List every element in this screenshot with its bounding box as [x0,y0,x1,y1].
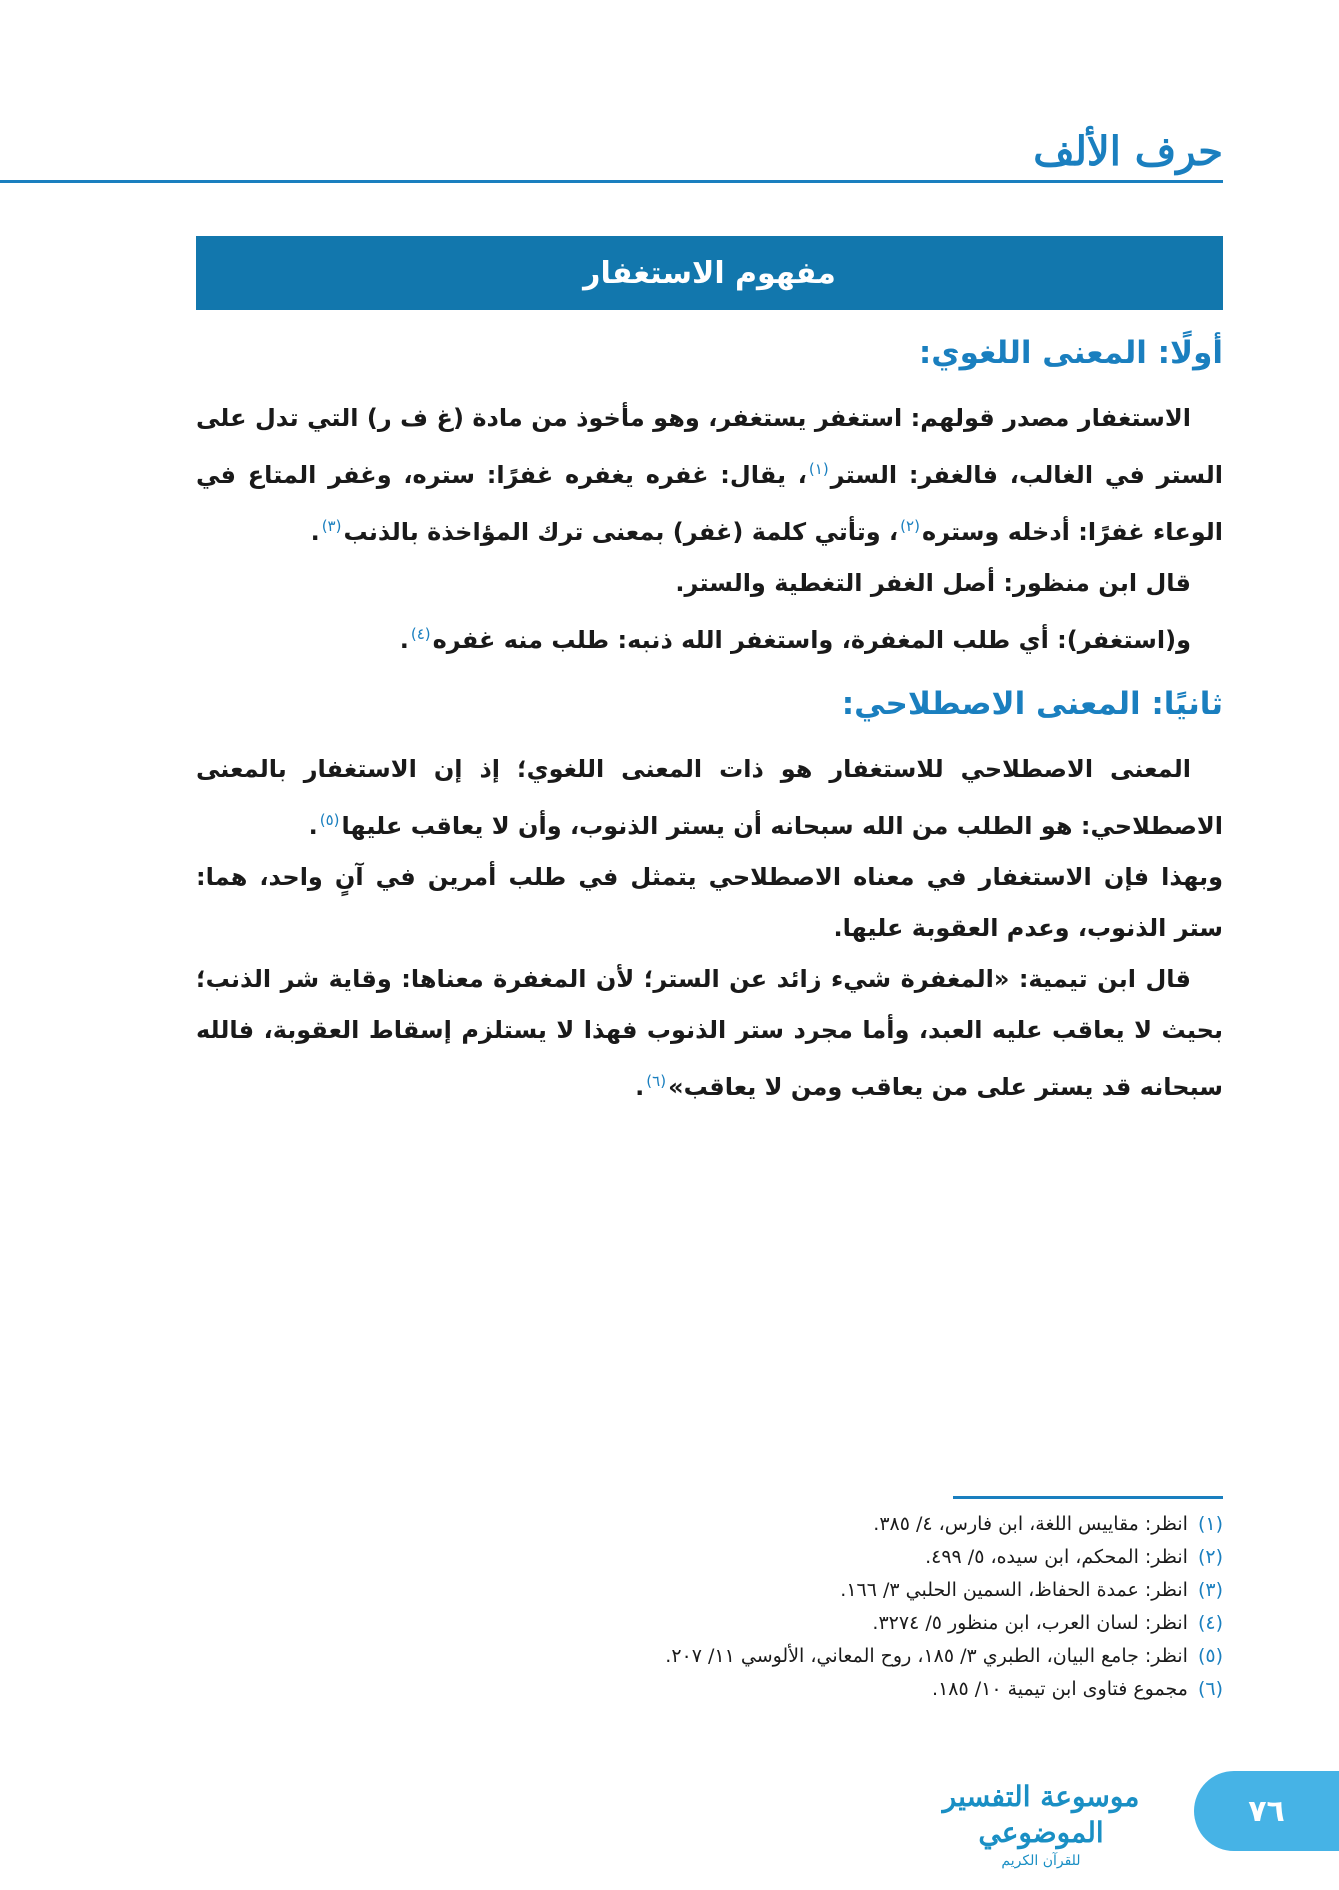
footnote-text: انظر: مقاييس اللغة، ابن فارس، ٤/ ٣٨٥. [873,1513,1188,1535]
footnote-ref-6[interactable]: (٦) [646,1072,667,1090]
encyclopedia-logo [911,1779,1171,1869]
footnote-item [323,1574,1223,1607]
footnote-ref-5[interactable]: (٥) [319,811,340,829]
footnote-item [323,1640,1223,1673]
paragraph-linguistic-3 [196,609,1223,666]
footnote-item [323,1673,1223,1706]
chapter-title: حرف الألف [1033,128,1223,175]
text-span: . [635,1073,645,1101]
footnote-ref-1[interactable]: (١) [808,460,829,478]
footnote-ref-2[interactable]: (٢) [900,517,920,535]
logo-title: موسوعة التفسير الموضوعي [942,1780,1140,1849]
footnote-ref-4[interactable]: (٤) [410,625,431,643]
footnote-number: (٦) [1197,1678,1223,1700]
section-title: مفهوم الاستغفار [583,255,836,291]
heading-technical-meaning: ثانيًا: المعنى الاصطلاحي: [841,686,1223,722]
footnote-text: انظر: لسان العرب، ابن منظور ٥/ ٣٢٧٤. [872,1612,1188,1634]
text-span: المعنى الاصطلاحي للاستغفار هو ذات المعنى اللغوي؛ إذ إن الاستغفار بالمعنى الاصطلاحي: هو الطلب من الله سبحانه أن يستر الذنوب، وأن لا يعاقب عليها [196,755,1223,840]
paragraph-linguistic-2: قال ابن منظور: أصل الغفر التغطية والستر. [675,569,1191,597]
text-span: الاستغفار مصدر قولهم: استغفر يستغفر، وهو مأخوذ من مادة (غ ف ر) التي تدل على الستر في الغالب، فالغفر: الستر [196,404,1223,489]
section-title-banner [196,236,1223,310]
footnote-item [323,1508,1223,1541]
footnote-number: (٤) [1197,1612,1223,1634]
text-span: . [399,626,409,654]
text-span: و(استغفر): أي طلب المغفرة، واستغفر الله ذنبه: طلب منه غفره [432,626,1191,654]
footnote-item [323,1541,1223,1574]
footnotes-list [323,1508,1223,1706]
text-span: قال ابن تيمية: «المغفرة شيء زائد عن الستر؛ لأن المغفرة معناها: وقاية شر الذنب؛ بحيث لا يعاقب عليه العبد، وأما مجرد ستر الذنوب فهذا لا يستلزم إسقاط العقوبة، فالله سبحانه قد يستر على من يعاقب ومن لا يعاقب» [196,965,1223,1101]
text-span: . [310,518,320,546]
main-content [196,335,1223,1113]
heading-linguistic-meaning: أولًا: المعنى اللغوي: [918,335,1223,371]
header-divider [0,180,1223,183]
footnote-text: انظر: عمدة الحفاظ، السمين الحلبي ٣/ ١٦٦. [840,1579,1188,1601]
footnote-number: (٢) [1197,1546,1223,1568]
footnote-number: (٥) [1197,1645,1223,1667]
footnote-number: (٣) [1197,1579,1223,1601]
paragraph-technical-2: وبهذا فإن الاستغفار في معناه الاصطلاحي يتمثل في طلب أمرين في آنٍ واحد، هما: ستر الذنوب، وعدم العقوبة عليها. [196,863,1223,942]
page-number-tab [1194,1771,1339,1851]
page-number: ٧٦ [1248,1793,1285,1829]
text-span: . [308,812,318,840]
paragraph-technical-1 [196,744,1223,852]
paragraph-linguistic-1 [196,393,1223,558]
footnote-text: انظر: جامع البيان، الطبري ٣/ ١٨٥، روح المعاني، الألوسي ١١/ ٢٠٧. [665,1645,1188,1667]
footnote-number: (١) [1197,1513,1223,1535]
footnote-divider [953,1496,1223,1499]
footnote-ref-3[interactable]: (٣) [321,517,342,535]
footnote-item [323,1607,1223,1640]
paragraph-technical-3 [196,954,1223,1113]
text-span: ، يقال: غفره يغفره غفرًا: ستره، وغفر المتاع في الوعاء غفرًا: أدخله وستره [196,461,1223,546]
text-span: ، وتأتي كلمة (غفر) بمعنى ترك المؤاخذة بالذنب [343,518,899,546]
footnote-text: انظر: المحكم، ابن سيده، ٥/ ٤٩٩. [925,1546,1188,1568]
footnote-text: مجموع فتاوى ابن تيمية ١٠/ ١٨٥. [932,1678,1188,1700]
logo-subtitle: للقرآن الكريم [1001,1853,1081,1869]
